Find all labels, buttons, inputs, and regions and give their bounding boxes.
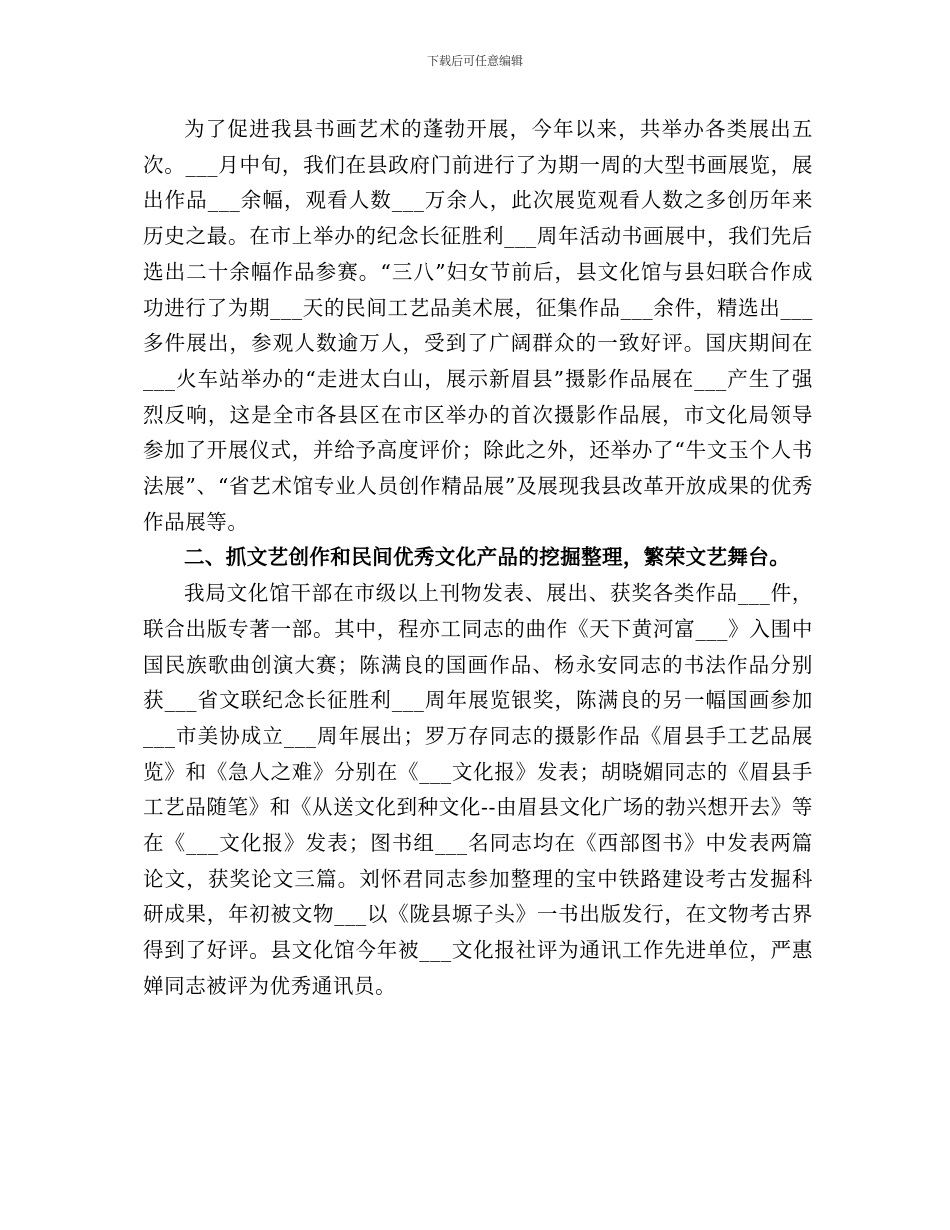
page-header: 下载后可任意编辑 — [426, 54, 523, 68]
section-heading: 二、抓文艺创作和民间优秀文化产品的挖掘整理，繁荣文艺舞台。 — [184, 545, 791, 570]
paragraph-exhibitions: 为了促进我县书画艺术的蓬勃开展，今年以来，共举办各类展出五次。___月中旬，我们在县政府门前进行了为期一周的大型书画展览，展出作品___余幅，观看人数___万余人，此次展览观看人数之多创历年来历史之最。在市上举办的纪念长征胜利___周年活动书画展中，我们先后选出二十余幅作品参赛。“三八”妇女节前后，县文化馆与县妇联合作成功进行了为期___天的民间工艺品美术展，征集作品___余件，精选出___多件展出，参观人数逾万人，受到了广阔群众的一致好评。国庆期间在___火车站举办的“走进太白山，展示新眉县”摄影作品展在___产生了强烈反响，这是全市各县区在市区举办的首次摄影作品展，市文化局领导参加了开展仪式，并给予高度评价；除此之外，还举办了“牛文玉个人书法展”、“省艺术馆专业人员创作精品展”及展现我县改革开放成果的优秀作品展等。 — [143, 117, 813, 534]
paragraph-creative-works: 我局文化馆干部在市级以上刊物发表、展出、获奖各类作品___件，联合出版专著一部。其中，程亦工同志的曲作《天下黄河富___》入围中国民族歌曲创演大赛；陈满良的国画作品、杨永安同志的书法作品分别获___省文联纪念长征胜利___周年展览银奖，陈满良的另一幅国画参加___市美协成立___周年展出；罗万存同志的摄影作品《眉县手工艺品展览》和《急人之难》分别在《___文化报》发表；胡晓媚同志的《眉县手工艺品随笔》和《从送文化到种文化--由眉县文化广场的勃兴想开去》等在《___文化报》发表；图书组___名同志均在《西部图书》中发表两篇论文，获奖论文三篇。刘怀君同志参加整理的宝中铁路建设考古发掘科研成果，年初被文物___以《陇县塬子头》一书出版发行，在文物考古界得到了好评。县文化馆今年被___文化报社评为通讯工作先进单位，严惠婵同志被评为优秀通讯员。 — [143, 581, 813, 998]
document-body — [143, 112, 813, 1005]
